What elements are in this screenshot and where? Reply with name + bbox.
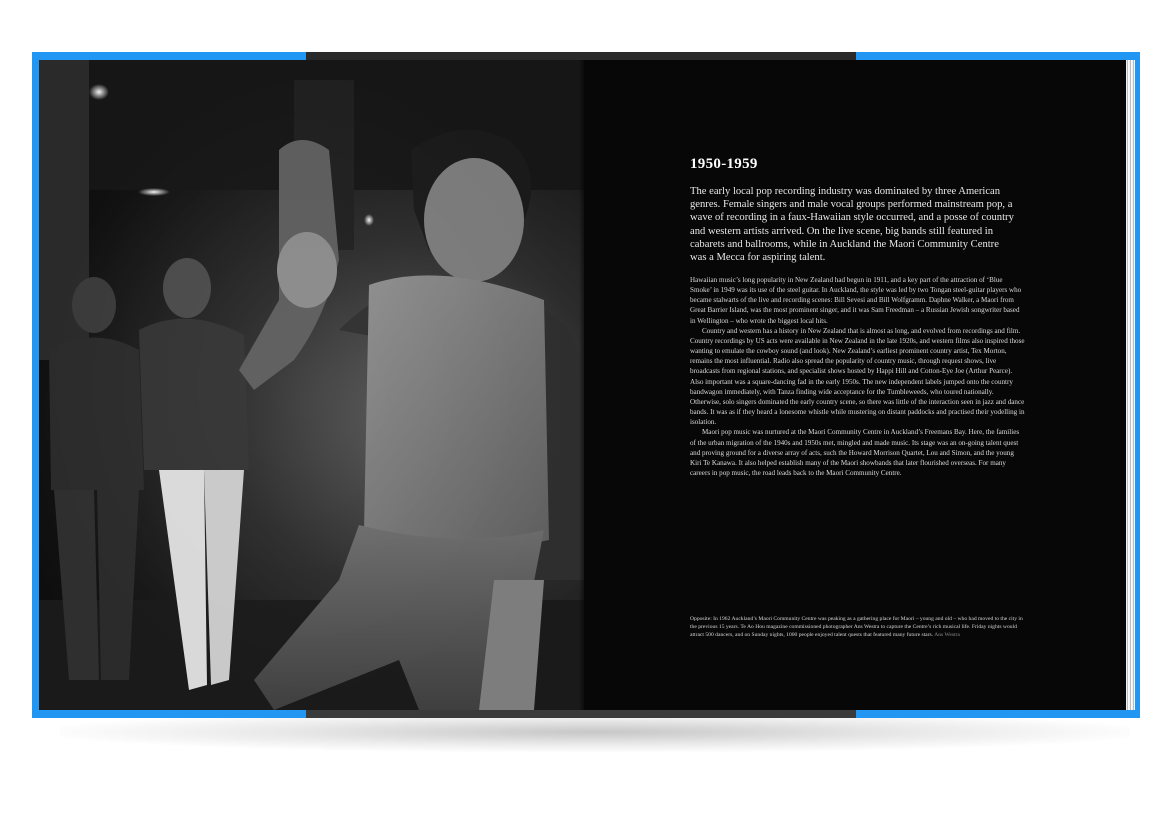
- spine-bottom: [306, 710, 856, 718]
- right-page: [584, 60, 1129, 710]
- body-paragraph: Maori pop music was nurtured at the Maori Community Centre in Auckland’s Freemans Bay. Here, the families of the urban migration of the 1940s and 1950s met, mingled and made music. Its stage was an on-going talent quest and proving ground for a diverse array of acts, such the Howard Morrison Quartet, Lou and Simon, and the young Kiri Te Kanawa. It also helped establish many of the Maori showbands that later flourished overseas. For many careers in pop music, the road leads back to the Maori Community Centre.: [690, 428, 1020, 477]
- photo-caption: [690, 615, 1025, 639]
- caption-text: Opposite: In 1962 Auckland’s Maori Community Centre was peaking as a gathering place for Maori – young and old – who had moved to the city in the previous 15 years. Te Ao Hou magazine commissioned photographer Ans Westra to capture the Centre’s rich musical life. Friday nights would attract 500 dancers, and on Sunday nights, 1000 people enjoyed talent quests that featured many future stars.: [690, 616, 1023, 638]
- section-heading: 1950-1959: [690, 156, 758, 172]
- body-paragraph: Hawaiian music’s long popularity in New Zealand had begun in 1911, and a key part of the attraction of ‘Blue Smoke’ in 1949 was its use of the steel guitar. In Auckland, the style was led by two Tongan steel-guitar players who became stalwarts of the live and recording scenes: Bill Sevesi and Bill Wolfgramm. Daphne Walker, a Maori from Great Barrier Island, was the most prominent singer, and it was Sam Freedman – a Russian Jewish songwriter based in Wellington – who wrote the biggest local hits.: [690, 276, 1022, 325]
- book-shadow: [60, 712, 1130, 752]
- body-text: [690, 275, 1025, 478]
- spine-top: [306, 52, 856, 60]
- page-edges: [1126, 60, 1135, 710]
- photo-credit: Ans Westra: [934, 632, 960, 638]
- lead-paragraph: The early local pop recording industry was dominated by three American genres. Female singers and male vocal groups performed mainstream pop, a wave of recording in a faux-Hawaiian style occurred, and a posse of country and western artists arrived. On the live scene, big bands still featured in cabarets and ballrooms, while in Auckland the Maori Community Centre was a Mecca for aspiring talent.: [690, 186, 1014, 264]
- book-spread: [39, 60, 1135, 710]
- body-paragraph: Country and western has a history in New Zealand that is almost as long, and evolved from recordings and film. Country recordings by US acts were available in New Zealand in the late 1920s, and western films also inspired those wanting to emulate the cowboy sound (and look). New Zealand’s earliest prominent country artist, Tex Morton, remains the most influential. Radio also spread the popularity of country music, through request shows, live broadcasts from regional stations, and specialist shows hosted by Happi Hill and Cotton-Eye Joe (Arthur Pearce). Also important was a square-dancing fad in the early 1950s. The new independent labels jumped onto the country bandwagon immediately, with Tanza finding wide acceptance for the Tumbleweeds, who toured nationally. Otherwise, solo singers dominated the early country scene, so there was little of the interaction seen in jazz and dance bands. It was as if they heard a lonesome whistle while mustering on distant paddocks and practised their yodelling in isolation.: [690, 326, 1025, 427]
- left-page-photo: [39, 60, 584, 710]
- dancers-photo: [39, 60, 584, 710]
